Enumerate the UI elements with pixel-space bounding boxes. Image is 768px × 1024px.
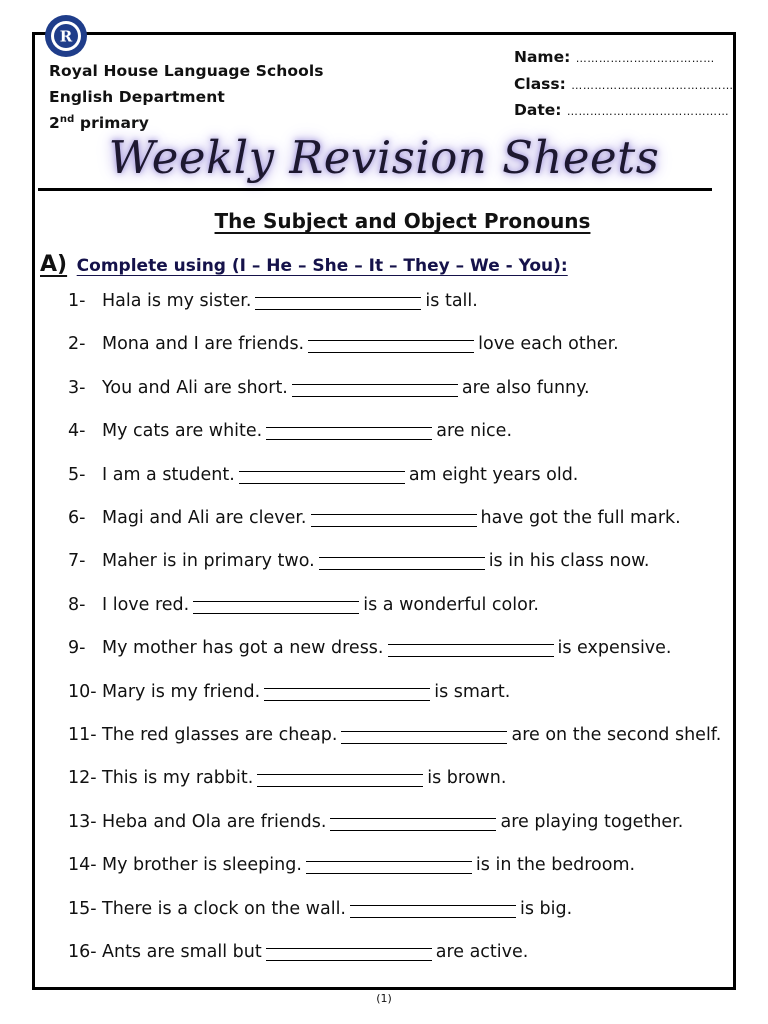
question-item xyxy=(68,853,635,877)
class-field[interactable]: …………………………………… xyxy=(571,78,734,92)
question-text-after: are on the second shelf. xyxy=(511,725,722,745)
date-label: Date: xyxy=(514,101,562,119)
question-number: 13- xyxy=(68,811,97,832)
question-text-before: There is a clock on the wall. xyxy=(102,898,346,919)
question-item xyxy=(68,289,478,313)
answer-blank[interactable] xyxy=(319,557,485,570)
lesson-title: The Subject and Object Pronouns xyxy=(214,209,591,233)
date-field[interactable]: …………………………………… xyxy=(566,105,730,118)
class-label: Class: xyxy=(514,74,566,93)
question-text-after: are also funny. xyxy=(461,377,590,398)
question-text-after: are nice. xyxy=(436,421,513,442)
question-text-before: Ants are small but xyxy=(102,942,262,962)
answer-blank[interactable] xyxy=(266,427,432,440)
question-number: 12- xyxy=(68,768,97,789)
section-letter: A) xyxy=(40,252,68,277)
header-divider xyxy=(38,188,712,191)
question-text-after: is brown. xyxy=(427,768,507,789)
name-label: Name: xyxy=(514,48,571,66)
question-number: 10- xyxy=(68,681,97,702)
student-info xyxy=(514,45,734,125)
question-text-before: This is my rabbit. xyxy=(102,768,254,789)
question-text-before: Heba and Ola are friends. xyxy=(102,811,327,832)
question-number: 11- xyxy=(68,725,97,745)
question-text-before: The red glasses are cheap. xyxy=(102,725,338,745)
question-text-after: are active. xyxy=(435,942,529,962)
question-number: 2- xyxy=(68,334,86,355)
question-text-before: My cats are white. xyxy=(102,421,263,442)
question-item xyxy=(68,766,506,790)
question-item xyxy=(68,940,528,964)
answer-blank[interactable] xyxy=(306,861,472,874)
answer-blank[interactable] xyxy=(350,905,516,918)
answer-blank[interactable] xyxy=(311,514,477,527)
question-text-after: is expensive. xyxy=(557,638,672,659)
question-text-before: My brother is sleeping. xyxy=(102,855,302,876)
question-number: 14- xyxy=(68,855,97,876)
question-item xyxy=(68,506,681,530)
question-text-after: is big. xyxy=(520,898,573,919)
question-text-before: Mona and I are friends. xyxy=(102,334,305,355)
question-text-after: is a wonderful color. xyxy=(363,594,539,615)
question-number: 4- xyxy=(68,421,86,442)
answer-blank[interactable] xyxy=(193,601,359,614)
answer-blank[interactable] xyxy=(341,731,507,744)
page-number: (1) xyxy=(376,992,392,1005)
section-a-heading xyxy=(40,252,568,277)
question-item xyxy=(68,680,510,704)
question-text-before: I am a student. xyxy=(102,464,235,485)
question-item xyxy=(68,463,578,487)
question-item xyxy=(68,376,590,400)
answer-blank[interactable] xyxy=(239,471,405,484)
answer-blank[interactable] xyxy=(257,774,423,787)
question-item xyxy=(68,419,512,443)
answer-blank[interactable] xyxy=(308,340,474,353)
question-text-after: love each other. xyxy=(478,334,619,355)
question-text-after: have got the full mark. xyxy=(480,508,681,528)
question-item xyxy=(68,810,683,834)
question-text-before: Mary is my friend. xyxy=(102,681,261,702)
question-number: 6- xyxy=(68,508,86,528)
question-text-after: is in the bedroom. xyxy=(475,855,636,876)
answer-blank[interactable] xyxy=(264,688,430,701)
question-item xyxy=(68,549,649,573)
question-text-before: I love red. xyxy=(102,594,190,615)
school-info xyxy=(49,58,324,136)
grade-number: 2 xyxy=(49,114,60,132)
question-item xyxy=(68,636,672,660)
logo-letter: R xyxy=(59,27,73,46)
section-instruction: Complete using (I – He – She – It – They – We - You): xyxy=(76,256,568,276)
question-text-before: My mother has got a new dress. xyxy=(102,638,384,659)
question-number: 7- xyxy=(68,551,86,572)
question-number: 8- xyxy=(68,594,86,615)
answer-blank[interactable] xyxy=(255,297,421,310)
question-text-after: am eight years old. xyxy=(408,464,579,485)
question-item xyxy=(68,897,572,921)
department: English Department xyxy=(49,88,225,106)
answer-blank[interactable] xyxy=(330,818,496,831)
question-number: 15- xyxy=(68,898,97,919)
question-number: 5- xyxy=(68,464,86,485)
date-row[interactable] xyxy=(514,98,734,125)
grade-suffix: nd xyxy=(59,114,75,125)
question-text-before: You and Ali are short. xyxy=(102,377,288,398)
question-item xyxy=(68,332,619,356)
school-name: Royal House Language Schools xyxy=(49,62,324,80)
question-text-after: is in his class now. xyxy=(488,551,650,572)
school-logo xyxy=(44,14,88,58)
question-text-after: is tall. xyxy=(425,291,478,311)
question-item xyxy=(68,593,539,617)
answer-blank[interactable] xyxy=(388,644,554,657)
question-text-before: Magi and Ali are clever. xyxy=(102,508,307,528)
question-text-after: is smart. xyxy=(434,681,511,702)
name-field[interactable]: ……………………………… xyxy=(575,52,715,65)
name-row[interactable] xyxy=(514,45,734,72)
question-number: 3- xyxy=(68,377,86,398)
question-number: 9- xyxy=(68,638,86,659)
class-row[interactable] xyxy=(514,72,734,99)
answer-blank[interactable] xyxy=(292,384,458,397)
question-text-after: are playing together. xyxy=(500,811,684,832)
question-number: 16- xyxy=(68,942,97,962)
grade-word: primary xyxy=(79,114,149,132)
question-text-before: Maher is in primary two. xyxy=(102,551,315,572)
answer-blank[interactable] xyxy=(266,948,432,961)
question-text-before: Hala is my sister. xyxy=(102,291,252,311)
question-item xyxy=(68,723,721,747)
banner-title: Weekly Revision Sheets xyxy=(108,131,660,184)
question-number: 1- xyxy=(68,291,86,311)
